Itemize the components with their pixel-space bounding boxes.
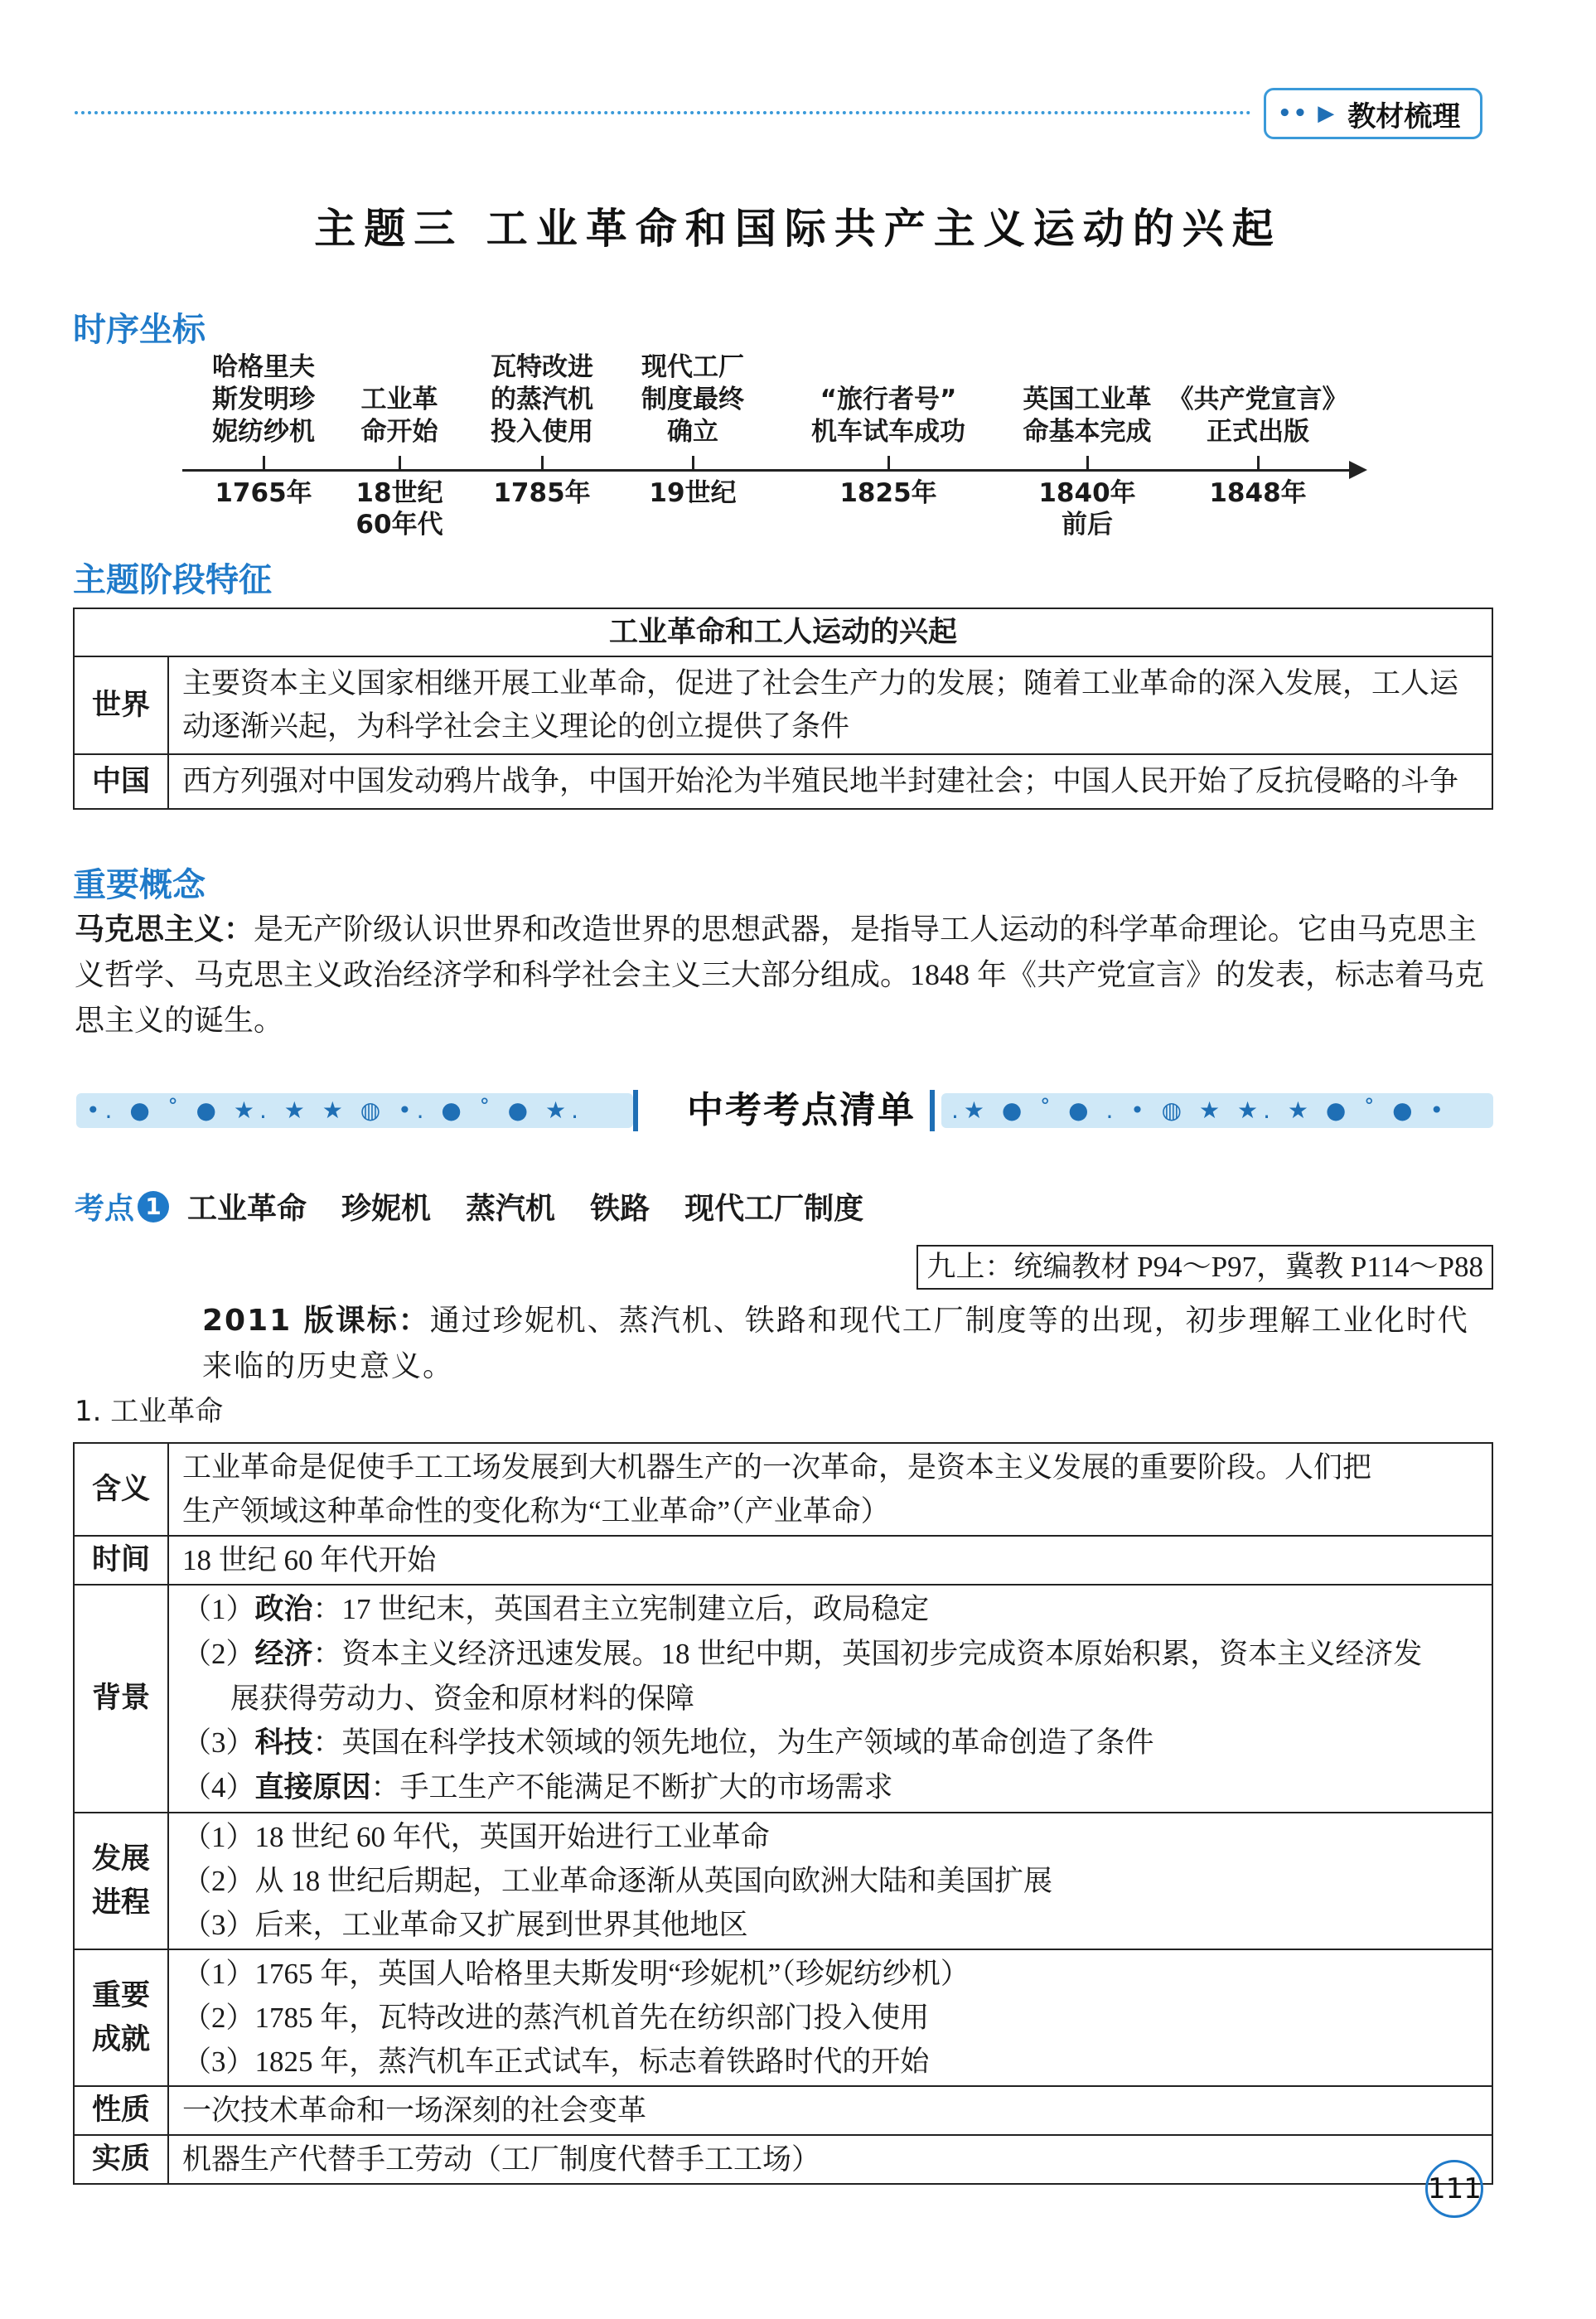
- banner-title: 中考考点清单: [687, 1089, 916, 1131]
- row-line: 一次技术革命和一场深刻的社会变革: [182, 2094, 647, 2127]
- timeline-year: 1765年: [215, 478, 312, 508]
- row-line: （1）1765 年，英国人哈格里夫斯发明“珍妮机”（珍妮纺纱机）: [182, 1958, 970, 1990]
- subheading: 1. 工业革命: [75, 1395, 224, 1428]
- row-label: 重要 成就: [74, 1949, 168, 2086]
- timeline-heading: 时序坐标: [73, 311, 206, 349]
- row-label: 发展 进程: [74, 1813, 168, 1949]
- arrow-icon: •• ▶: [1278, 101, 1337, 126]
- concept-paragraph: [75, 907, 1500, 1043]
- timeline-year: 19世纪: [649, 478, 737, 508]
- row-label: 背景: [74, 1585, 168, 1813]
- row-line: 工业革命是促使手工工场发展到大机器生产的一次革命，是资本主义发展的重要阶段。人们把: [182, 1451, 1372, 1484]
- row-label: 含义: [74, 1443, 168, 1536]
- row-label: 性质: [74, 2086, 168, 2135]
- kaodian-topic: 铁路: [590, 1192, 650, 1226]
- timeline-year: 18世纪 60年代: [355, 478, 443, 540]
- kaodian-number: 1: [138, 1191, 169, 1222]
- curriculum-text: 通过珍妮机、蒸汽机、铁路和现代工厂制度等的出现，初步理解工业化时代来临的历史意义。: [202, 1304, 1469, 1382]
- background-item: （1）政治：17 世纪末，英国君主立宪制建立后，政局稳定: [182, 1593, 930, 1626]
- row-content: [168, 1585, 1492, 1813]
- kaodian-topic: 工业革命: [187, 1192, 307, 1226]
- timeline-event: 《共产党宣言》 正式出版: [1168, 385, 1348, 447]
- banner-right-bar: [930, 1090, 935, 1131]
- kaodian-label: 考点: [75, 1192, 135, 1226]
- exam-banner: [76, 1082, 1493, 1140]
- background-item: （2）经济：资本主义经济迅速发展。18 世纪中期，英国初步完成资本原始积累，资本主义经济发: [182, 1638, 1423, 1671]
- background-item: （4）直接原因：手工生产不能满足不断扩大的市场需求: [182, 1771, 893, 1804]
- timeline-tick: [887, 456, 890, 471]
- section-tab-label: 教材梳理: [1347, 99, 1461, 133]
- textbook-reference: 九上：统编教材 P94～P97，冀教 P114～P88: [916, 1245, 1493, 1290]
- banner-left-bar: [633, 1090, 638, 1131]
- timeline-year: 1825年: [839, 478, 937, 508]
- timeline-tick: [692, 456, 694, 471]
- timeline-year: 1848年: [1209, 478, 1307, 508]
- kaodian-topic: 现代工厂制度: [684, 1192, 864, 1226]
- row-content: [168, 2135, 1492, 2184]
- timeline-event: 英国工业革 命基本完成: [1023, 385, 1152, 447]
- timeline-tick: [1257, 456, 1260, 471]
- timeline-tick: [1086, 456, 1089, 471]
- stage-row-text: 西方列强对中国发动鸦片战争，中国开始沦为半殖民地半封建社会；中国人民开始了反抗侵略的斗争: [168, 754, 1492, 809]
- timeline-arrow-icon: [1349, 461, 1367, 479]
- row-content: [168, 1949, 1492, 2086]
- row-line: （3）后来，工业革命又扩展到世界其他地区: [182, 1909, 748, 1941]
- row-line: 18 世纪 60 年代开始: [182, 1544, 437, 1576]
- background-item: （3）科技：英国在科学技术领域的领先地位，为生产领域的革命创造了条件: [182, 1726, 1154, 1760]
- row-line: 生产领域这种革命性的变化称为“工业革命”（产业革命）: [182, 1495, 890, 1527]
- timeline-event: 工业革 命开始: [360, 385, 438, 447]
- timeline-year: 1785年: [493, 478, 591, 508]
- row-line: （2）从 18 世纪后期起，工业革命逐渐从英国向欧洲大陆和美国扩展: [182, 1865, 1053, 1897]
- kaodian-line: [75, 1185, 898, 1227]
- stage-row-label: 中国: [74, 754, 168, 809]
- curriculum-label: 2011 版课标：: [202, 1304, 430, 1338]
- row-line: （1）18 世纪 60 年代，英国开始进行工业革命: [182, 1821, 770, 1853]
- industrial-revolution-table: [73, 1442, 1493, 2185]
- timeline-tick: [541, 456, 544, 471]
- timeline-year: 1840年 前后: [1038, 478, 1136, 540]
- timeline-tick: [263, 456, 265, 471]
- section-tab: [1264, 88, 1482, 139]
- row-line: 机器生产代替手工劳动（工厂制度代替手工工场）: [182, 2143, 821, 2176]
- banner-right-decoration: .★ ● ˚ ● . • ◍ ★ ★. ★ ● ˚ ● •: [941, 1093, 1493, 1128]
- kaodian-topic: 蒸汽机: [466, 1192, 556, 1226]
- row-content: [168, 1536, 1492, 1585]
- header-dotted-rule: [75, 111, 1251, 114]
- row-line: （3）1825 年，蒸汽机车正式试车，标志着铁路时代的开始: [182, 2045, 930, 2078]
- timeline-axis: [182, 469, 1351, 472]
- timeline-event: 哈格里夫 斯发明珍 妮纺纱机: [212, 352, 315, 447]
- concept-term: 马克思主义：: [75, 913, 254, 946]
- kaodian-topic: 珍妮机: [341, 1192, 432, 1226]
- timeline-tick: [399, 456, 401, 471]
- concept-text: 是无产阶级认识世界和改造世界的思想武器，是指导工人运动的科学革命理论。它由马克思主义哲学、马克思主义政治经济学和科学社会主义三大部分组成。1848 年《共产党宣言》的发表，标志着马克思主义的诞生。: [75, 913, 1485, 1037]
- row-content: [168, 1443, 1492, 1536]
- background-item-continued: 展获得劳动力、资金和原材料的保障: [230, 1682, 695, 1715]
- page-number: 111: [1425, 2160, 1483, 2218]
- row-label: 实质: [74, 2135, 168, 2184]
- timeline-event: 瓦特改进 的蒸汽机 投入使用: [491, 352, 593, 447]
- stage-heading: 主题阶段特征: [73, 561, 272, 599]
- row-content: [168, 2086, 1492, 2135]
- row-label: 时间: [74, 1536, 168, 1585]
- stage-table-header: 工业革命和工人运动的兴起: [74, 608, 1492, 656]
- timeline-event: 现代工厂 制度最终 确立: [641, 352, 744, 447]
- row-line: （2）1785 年，瓦特改进的蒸汽机首先在纺织部门投入使用: [182, 2002, 930, 2034]
- stage-row-label: 世界: [74, 656, 168, 754]
- row-content: [168, 1813, 1492, 1949]
- curriculum-standard: [202, 1298, 1495, 1389]
- page-title: 主题三 工业革命和国际共产主义运动的兴起: [314, 205, 1282, 253]
- stage-table: [73, 608, 1493, 810]
- banner-left-decoration: •. ● ˚ ● ★. ★ ★ ◍ •. ● ˚ ● ★.: [76, 1093, 633, 1128]
- stage-row-text: 主要资本主义国家相继开展工业革命，促进了社会生产力的发展；随着工业革命的深入发展，工人运动逐渐兴起，为科学社会主义理论的创立提供了条件: [168, 656, 1492, 754]
- timeline-event: “旅行者号” 机车试车成功: [811, 385, 965, 447]
- concept-heading: 重要概念: [73, 866, 206, 904]
